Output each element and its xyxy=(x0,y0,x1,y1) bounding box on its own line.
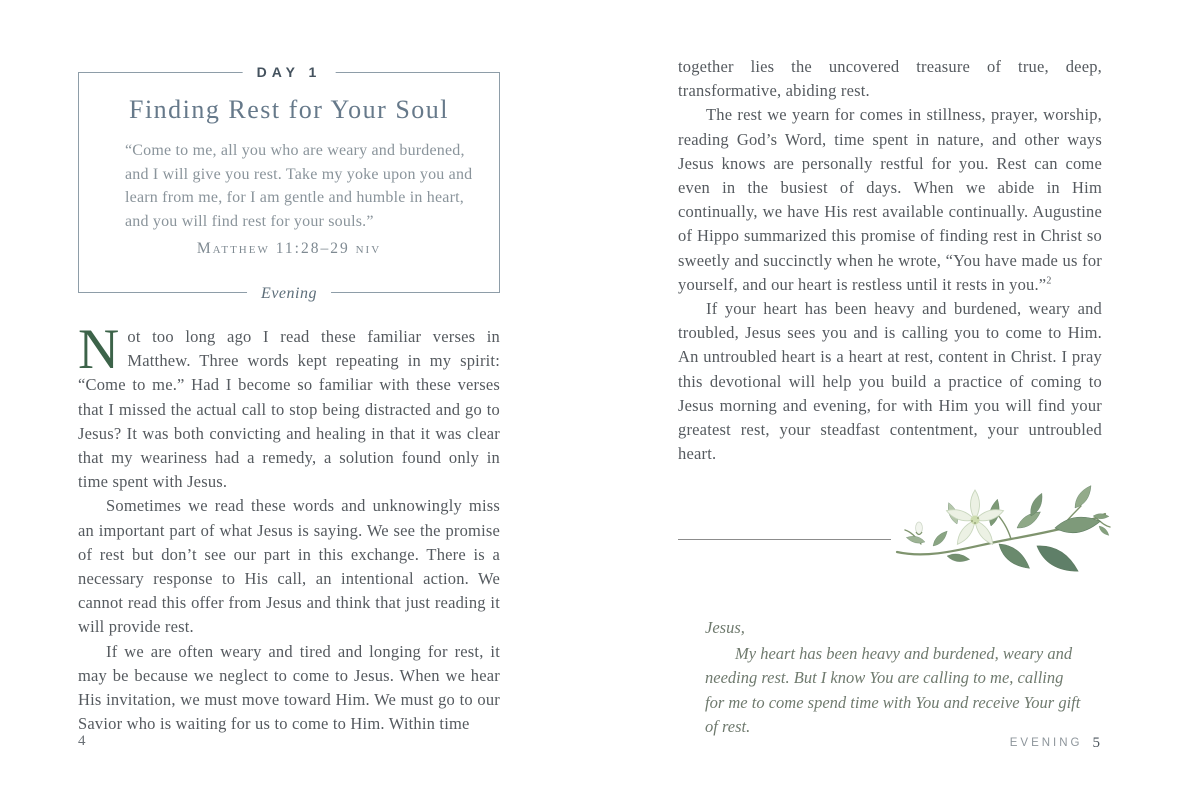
day-header-box xyxy=(78,64,500,302)
paragraph-text: ot too long ago I read these familiar verses in Matthew. Three words kept repeating in my spirit: “Come to me.” Had I become so familiar with these verses that I missed the actual call to stop being distracted and go to Jesus? It was both convicting and healing in that it was clear that my weariness had a remedy, a solution found only in time spent with Jesus. xyxy=(78,327,500,492)
paragraph xyxy=(78,318,500,494)
scripture-quote: “Come to me, all you who are weary and burdened, and I will give you rest. Take my yoke upon you and learn from me, for I am gentle and humble in heart, and you will find rest for your souls.” xyxy=(125,142,473,230)
paragraph: together lies the uncovered treasure of true, deep, transformative, abiding rest. xyxy=(678,57,1102,101)
session-label-evening: Evening xyxy=(247,285,331,303)
drop-cap: N xyxy=(78,318,120,381)
footer-section-label: EVENING xyxy=(1009,737,1083,749)
page-number-right: 5 xyxy=(1092,735,1100,751)
paragraph: Sometimes we read these words and unknowingly miss an important part of what Jesus is saying. We see the promise of rest but don’t see our part in this exchange. There is a necessary response to His call, an intentional action. We cannot read this offer from Jesus and think that just reading it will provide rest. xyxy=(78,496,500,637)
prayer-text: My heart has been heavy and burdened, weary and needing rest. But I know You are calling to me, calling for me to come spend time with You and receive Your gift of rest. xyxy=(705,643,1081,737)
page-number-left: 4 xyxy=(78,733,86,749)
right-page-body xyxy=(678,55,1102,466)
paragraph: If we are often weary and tired and longing for rest, it may be because we neglect to come to Jesus. When we hear His invitation, we must move toward Him. We must go to our Savior who is waiting for us to come to Him. Within time xyxy=(78,641,500,734)
botanical-illustration xyxy=(891,484,1113,600)
right-page-footer xyxy=(678,734,1100,752)
left-page-body xyxy=(78,318,500,736)
footnote-marker: 2 xyxy=(1046,275,1052,287)
scripture-reference: Matthew 11:28–29 niv xyxy=(196,240,382,257)
paragraph xyxy=(678,103,1102,297)
paragraph-text: The rest we yearn for comes in stillness, prayer, worship, reading God’s Word, time spent in nature, and other ways Jesus knows are personally restful for you. Rest can come even in the busiest of days. When we abide in Him continually, we have His rest available continually. Augustine of Hippo summarized this promise of finding rest in Christ so sweetly and succinctly when he wrote, “You have made us for yourself, and our heart is restless until it rests in you.” xyxy=(678,105,1102,294)
day-label: DAY 1 xyxy=(243,64,336,80)
paragraph: If your heart has been heavy and burdened, weary and troubled, Jesus sees you and is calling you to come to Him. An untroubled heart is a heart at rest, content in Christ. I pray this devotional will help you build a practice of coming to Jesus morning and evening, for with Him you will find your greatest rest, your steadfast contentment, your untroubled heart. xyxy=(678,299,1102,464)
chapter-title: Finding Rest for Your Soul xyxy=(129,95,449,124)
leaves xyxy=(906,485,1110,582)
prayer xyxy=(705,616,1081,740)
flower-bud xyxy=(916,522,923,535)
prayer-salutation: Jesus, xyxy=(705,618,745,637)
journal-line xyxy=(678,539,891,540)
